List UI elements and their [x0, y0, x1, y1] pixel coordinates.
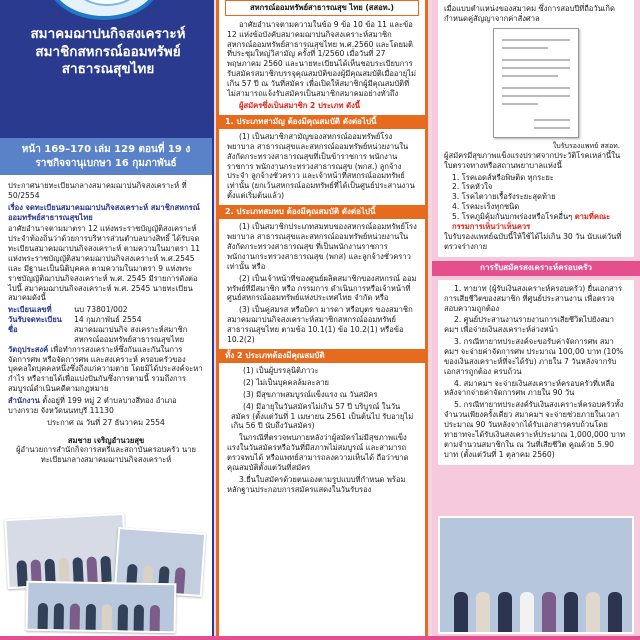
- purpose-row: [8, 345, 204, 394]
- announcement-body: [0, 175, 212, 465]
- reg-date-value: 14 กุมภาพันธ์ 2554: [74, 315, 142, 325]
- announce-date: ประกาศ ณ วันที่ 27 ธันวาคม 2554: [47, 417, 165, 427]
- benefit-step: 4. สมาคมฯ จะจ่ายเงินสงเคราะห์ครอบครัวที่เหลือหลังจากจ่ายค่าจัดการศพ ภายใน 90 วัน: [444, 378, 615, 398]
- purpose-text: เพื่อทำการสงเคราะห์ซึ่งกันและกันในการจัดการศพ หรือจัดการศพ และสงเคราะห์ ครอบครัวของบุคคลใดบุคคลหนึ่งซึ่งถึงแก่ความตาย โดยมิได้ประสงค์จะหากำไร หรือรายได้เพื่อแบ่งปันกันซึ่งการตามนี้ รวมถึงการสมบูรณ์ดำเนินคดีตามกฎหมาย: [8, 344, 203, 394]
- middle-column: [216, 0, 428, 640]
- qualification-item: (1) เป็นผู้บรรลุนิติภาวะ: [243, 366, 319, 376]
- disease-item-label: 5. โรคภูมิคุ้มกันบกพร่องหรือโรคอื่นๆ: [452, 211, 573, 221]
- benefit-step: 1. ทายาท (ผู้รับเงินสงเคราะห์ครอบครัว) ยื่นเอกสารการเสียชีวิตของสมาชิก ที่ศูนย์ประสานงาน เพื่อตรวจสอบความถูกต้อง: [444, 283, 623, 313]
- group-photo-3: [26, 581, 177, 634]
- reg-no-row: [8, 305, 204, 315]
- left-column: [0, 0, 214, 640]
- reg-no-label: ทะเบียนเลขที่: [8, 305, 52, 315]
- medical-intro: เมื่อแบบตำแหน่งของสมาคม ซึ่งการสอบปีที่ถือวันเกิดกำหนดคู่สัญญาจากค่าสั่งศาล: [444, 4, 615, 23]
- bottom-accent: [0, 636, 640, 640]
- office-text: ตั้งอยู่ที่ 199 หมู่ 2 ตำบลบางสีทอง อำเภอบางกรวย จังหวัดนนทบุรี 11130: [8, 396, 177, 415]
- benefit-step: 2. ศูนย์ประสานงานรายงานการเสียชีวิตไปยังสมาคมฯ เพื่อจ่ายเงินสงเคราะห์ล่วงหน้า: [444, 315, 614, 335]
- announcement-text: อาศัยอำนาจตามมาตรา 12 แห่งพระราชบัญญัติสงเคราะห์ ประจำท้องถิ่นว่าด้วยการบริหารส่วนตำบลบางสิทธิ์ ได้รับจดทะเบียนสมาคมฌาปนกิจสงเคราะห์ ตามความในมาตรา 11 แห่งพระราชบัญญัติสมาคมฌาปนกิจสงเคราะห์ พ.ศ.2545 และ มีฐานะเป็นนิติบุคคล ตามความในมาตรา 9 แห่งพระราชบัญญัติฌาปนกิจสงเคราะห์ พ.ศ. 2545 มีรายการดังต่อไปนี้ สมาคมฌาปนกิจสงเคราะห์ พ.ศ. 2545 นายทะเบียน สมาคมดังนี้: [8, 224, 201, 303]
- disease-item: 2. โรคหัวใจ: [452, 182, 493, 192]
- gazette-line-2: ราชกิจจานุเบกษา 16 กุมภาพันธ์: [35, 157, 177, 169]
- association-title: [10, 26, 206, 79]
- reg-no-value: นบ 73801/002: [74, 305, 128, 315]
- signature-block: [8, 436, 204, 466]
- title-line-2: สมาชิกสหกรณ์ออมทรัพย์: [35, 43, 181, 60]
- signer-title: ผู้อำนวยการสำนักกิจการสตรีและสถาบันครอบครัว นายทะเบียนกลางสมาคมฌาปนกิจสงเคราะห์: [16, 445, 196, 465]
- qualification-item: (3) มีสุขภาพสมบูรณ์แข็งแรง ณ วันสมัคร: [243, 389, 378, 399]
- gazette-line-1: หน้า 169–170 เล่ม 129 ตอนที่ 19 ง: [21, 144, 191, 155]
- benefit-step: 3. กรณีทายาทประสงค์จะขอรับค่าจัดการศพ สมาคมฯ จะจ่ายค่าจัดการศพ ประมาณ 100,00 บาท (10% ของเงินสงเคราะห์ที่จะได้รับ) ภายใน 7 วันหลังจากรับเอกสารถูกต้อง ครบถ้วน: [444, 337, 624, 376]
- title-line-1: สมาคมฌาปนกิจสงเคราะห์: [30, 26, 186, 42]
- title-line-3: สาธารณสุขไทย: [61, 61, 155, 78]
- signer-name: สมชาย เจริญอำนวยสุข: [67, 435, 145, 445]
- section-2-item-3: (3) เป็นคู่สมรส หรือบิดา มารดา หรือบุตร ของสมาชิกสมาคมฌาปนกิจสงเคราะห์สมาชิกสหกรณ์ออมทรัพย์สาธารณสุขไทย ตามข้อ 10.1(1) ข้อ 10.2(1) หรือข้อ 10.2(2): [227, 305, 413, 344]
- qualification-item: (2) ไม่เป็นบุคคลล้มละลาย: [243, 377, 329, 387]
- health-requirement-intro: ผู้สมัครมีสุขภาพแข็งแรงปราศจากประวัติโรคเหล่านี้ในใบตรวจทางหรือสถานพยาบาลแห่งนี้: [444, 150, 621, 170]
- closing-note-2: 3.ยื่นใบสมัครด้วยตนเองตามรูปแบบที่กำหนด พร้อมหลักฐานประกอบการสมัครแสดงในวันรับรอง: [227, 474, 406, 494]
- disease-item: 3. โรคไตวายเรื้อรังระยะสุดท้าย: [452, 192, 556, 202]
- membership-highlight: ผู้สมัครซึ่งเป็นสมาชิก 2 ประเภท ดังนี้: [239, 100, 361, 110]
- name-value: สมาคมฌาปนกิจ สงเคราะห์สมาชิก สหกรณ์ออมทรัพย์สาธารณสุขไทย: [74, 325, 188, 344]
- disease-note-red: ตามที่คณะกรรมการเห็นว่าเห็นควร: [452, 211, 611, 231]
- staff-photo: [438, 516, 634, 634]
- right-column: [432, 0, 640, 640]
- group-photo-1: [4, 513, 127, 589]
- office-label: สำนักงาน: [8, 396, 40, 406]
- disease-item: 1. โรคเอดส์หรือพิษติด ทุกระยะ: [452, 172, 554, 182]
- middle-header: สหกรณ์ออมทรัพย์สาธารณสุข ไทย (สสอท.): [225, 0, 419, 16]
- association-logo: [48, 0, 160, 20]
- medical-section: [438, 0, 634, 257]
- disease-item-5: [444, 212, 628, 232]
- section-3-heading: ทั้ง 2 ประเภทต้องมีคุณสมบัติ: [219, 349, 425, 363]
- office-row: [8, 396, 204, 416]
- gazette-reference: [0, 138, 212, 175]
- medical-certificate-image: [493, 28, 579, 138]
- certificate-validity-note: ใบรับรองแพทย์ฉบับนี้ให้ใช้ได้ไม่เกิน 30 วัน นับแต่วันที่ตรวจร่างกาย: [444, 231, 622, 251]
- benefit-heading: การรับสมัครสงเคราะห์ครอบครัว: [432, 261, 640, 275]
- membership-intro: อาศัยอำนาจตามความในข้อ 9 ข้อ 10 ข้อ 11 และข้อ 12 แห่งข้อบังคับสมาคมฌาปนกิจสงเคราะห์สมาชิกสหกรณ์ออมทรัพย์สาธารณสุขไทย พ.ศ.2560 และโดยมติที่ประชุมใหญ่วิสามัญ ครั้งที่ 1/2560 เมื่อวันที่ 27 พฤษภาคม 2560 และนายทะเบียนได้เห็นชอบระเบียบการรับสมัครสมาชิกบรรจุคุณสมบัติของผู้มีคุณสมบัติเมื่ออายุไม่เกิน 57 ปี ณ วันที่สมัคร เพื่อเปิดให้สมาชิกผู้มีคุณสมบัติที่ไม่สามารถแจ้งรับสมัครเป็นสมาชิกสมาคมอย่างทั่วถึง: [227, 19, 416, 98]
- section-2-heading: 2. ประเภทสมทบ ต้องมีคุณสมบัติ ดังต่อไปนี้: [219, 205, 425, 219]
- reg-date-label: วันรับจดทะเบียน: [8, 315, 62, 325]
- benefit-step: 5. กรณีทายาทประสงค์รับเงินสงเคราะห์ครอบครัวทั้งจำนวนเพียงครั้งเดียว สมาคมฯ จะจ่ายช่วยภายในเวลาประมาณ 90 วันหลังจากได้รับเอกสารครบถ้วนโดยทายาทจะได้รับเงินสงเคราะห์ประมาณ 1,000,000 บาทตามจำนวนสมาชิกใน ณ วันที่เสียชีวิต คูณด้วย 5.90 บาท (ตั้งแต่วันที่ 1 ตุลาคม 2560): [444, 400, 625, 459]
- name-row: [8, 325, 204, 345]
- section-1-text: (1) เป็นสมาชิกสามัญของสหกรณ์ออมทรัพย์โรงพยาบาล สาธารณสุขและสหกรณ์ออมทรัพย์หน่วยงานในสังกัดกระทรวงสาธารณสุขที่เป็นข้าราชการ พนักงานราชการ พนักงานกระทรวงสาธารณสุข (พกส.) ลูกจ้างประจำ ลูกจ้างชั่วคราว และเจ้าหน้าที่สหกรณ์ออมทรัพย์เท่านั้น (ยกเว้นสหกรณ์ออมทรัพย์ที่ได้เป็นศูนย์ประสานงานตั้งแต่เริ่มต้นแล้ว): [227, 131, 415, 201]
- subject-text: จดทะเบียนสมาคมฌาปนกิจสงเคราะห์ สมาชิกสหกรณ์ออมทรัพย์สาธารณสุขไทย: [8, 202, 200, 222]
- qualification-item: (4) มีอายุในวันสมัครไม่เกิน 57 ปี บริบูรณ์ ในวันสมัคร (ตั้งแต่วันที่ 1 เมษายน 2561 เป็นต้นไป รับอายุไม่เกิน 56 ปี นับถึงวันสมัคร): [231, 401, 414, 431]
- subject-row: [8, 203, 204, 223]
- benefit-body: [438, 280, 634, 466]
- certificate-caption: ใบรับรองแพทย์ สสอท.: [552, 141, 620, 150]
- reg-date-row: [8, 315, 204, 325]
- subject-label: เรื่อง: [8, 202, 23, 212]
- announcement-intro: ประกาศนายทะเบียนกลางสมาคมฌาปนกิจสงเคราะห์ ที่ 50/2554: [8, 181, 187, 200]
- purpose-label: วัตถุประสงค์: [8, 344, 49, 354]
- closing-note: ในกรณีที่ตรวจพบภายหลังว่าผู้สมัครไม่มีสุขภาพแข็งแรงในวันสมัครหรือวันที่มีสภาพไม่สมบูรณ์ และสามารถตรวจพบได้ หรือแพทย์สามารถลงความเห็นได้ ถือว่าขาดคุณสมบัติตั้งแต่วันที่สมัคร: [227, 433, 409, 472]
- disease-item: 4. โรคมะเร็งทุกชนิด: [452, 202, 520, 212]
- event-photos: [6, 516, 206, 634]
- title-banner: [0, 0, 212, 138]
- section-1-heading: 1. ประเภทสามัญ ต้องมีคุณสมบัติ ดังต่อไปนี้: [219, 115, 425, 129]
- section-2-item-2: (2) เป็นเจ้าหน้าที่ของศูนย์ผลิตสมาชิกของสหกรณ์ ออมทรัพย์ที่มีสมาชิก หรือ กรรมการ ดำเนินการหรือเจ้าหน้าที่ศูนย์สหกรณ์ออมทรัพย์แห่งประเทศไทย จำกัด หรือ: [227, 273, 417, 303]
- name-label: ชื่อ: [8, 325, 18, 335]
- section-2-item-1: (1) เป็นสมาชิกประเภทสมทบของสหกรณ์ออมทรัพย์โรงพยาบาล สาธารณสุขและสหกรณ์ออมทรัพย์หน่วยงานในสังกัดกระทรวงสาธารณสุข ที่เป็นพนักงานราชการ พนักงานกระทรวงสาธารณสุข (พกส) และลูกจ้างชั่วคราว เท่านั้น หรือ: [227, 222, 417, 271]
- membership-body: [219, 16, 425, 501]
